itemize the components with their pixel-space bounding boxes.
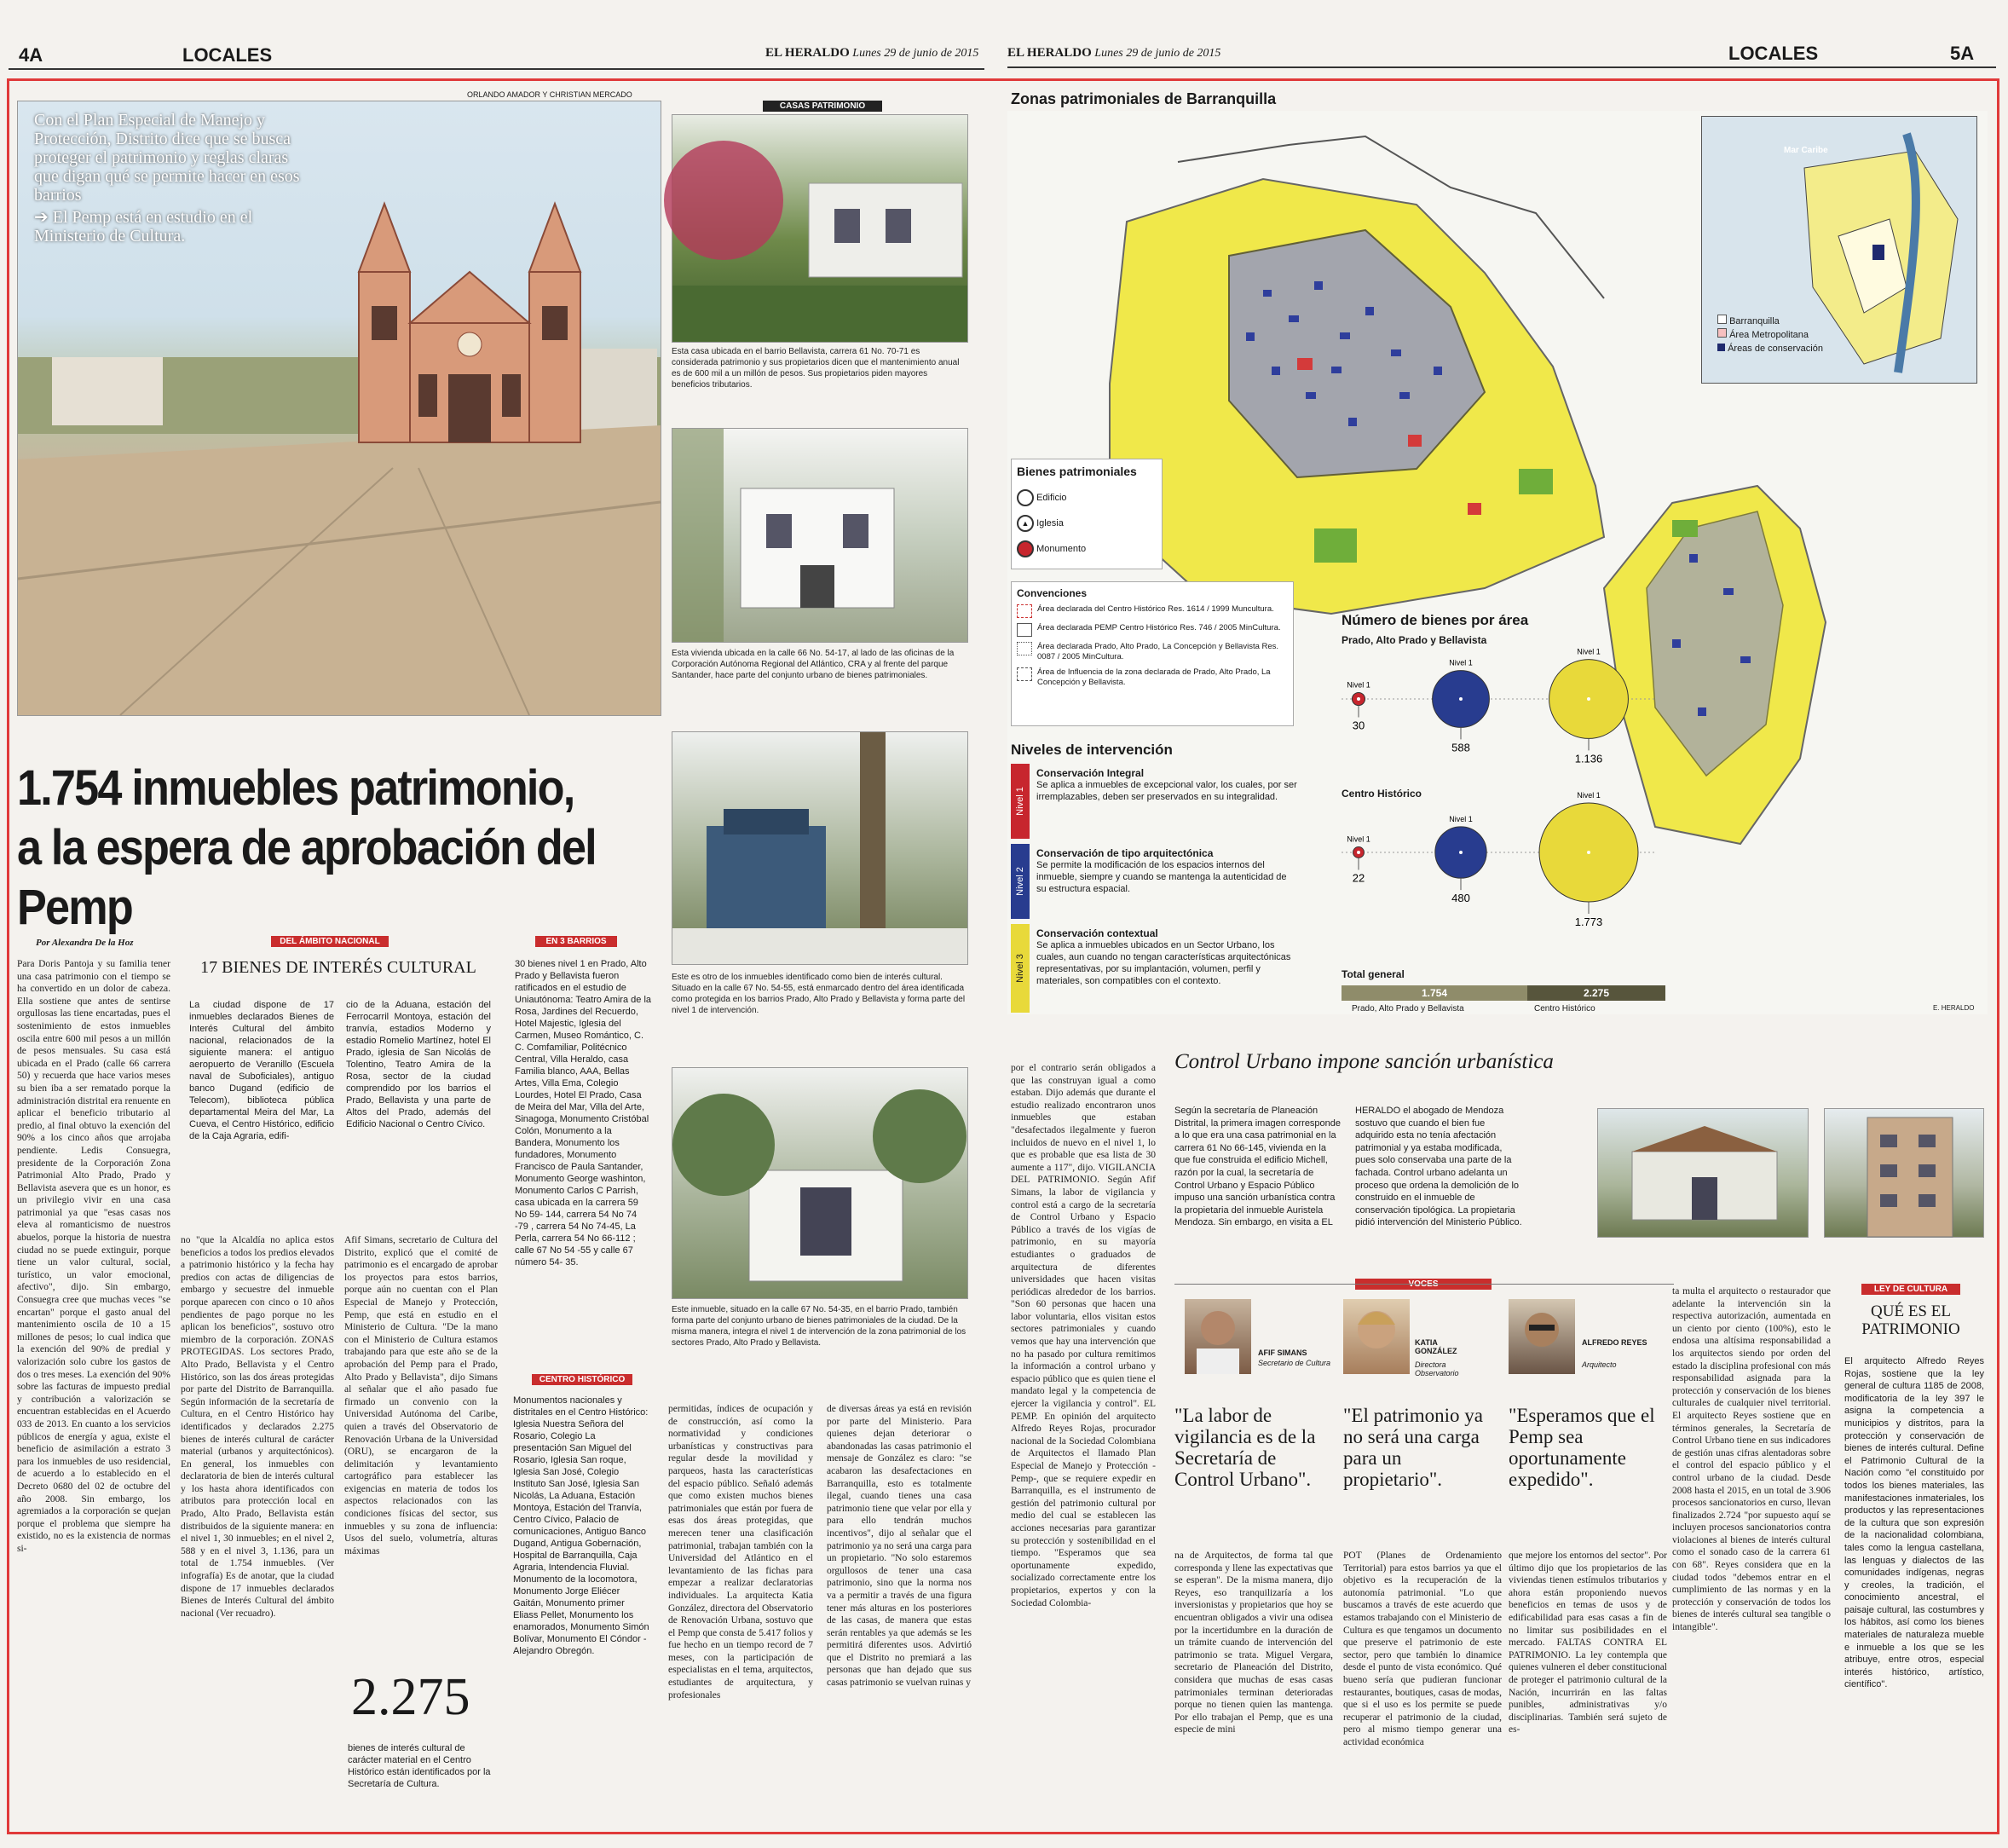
nacional-text-1: La ciudad dispone de 17 inmuebles declarados Bienes de Interés Cultural del ámbito nacional, relacionados de la siguiente manera: el antiguo aeropuerto de Veranillo (Escuela naval de Suboficiales), antiguo banco Dugand (edificio de Telecom), biblioteca pública departamental Meira del Mar, La Cueva, el Centro Histórico, edificio de la Caja Agraria, edifi-: [189, 1000, 334, 1141]
total-label: Total general: [1342, 968, 1405, 980]
bubble-value-label: 22: [1352, 871, 1365, 885]
body-column-2: no "que la Alcaldía no aplica estos beneficios a todos los predios elevados a patrimonio histórico y la fecha hay predios con actas de diligencias de embargo y secuestre del inmueble porque aparecen con cinco o 10 años pendientes de pago porque no les aplican los beneficios", sostuvo otro miembro de la corporación. ZONAS PROTEGIDAS. Los sectores Prado, Alto Prado, Bellavista y el Centro Histórico, son las dos áreas protegidas por parte del Distrito de Barranquilla. Según información de la secretaría de Cultura, en el Centro Histórico hay identificados y declarados 2.275 bienes de interés cultural de carácter material (urbanos y arquitectónicos). En general, los inmuebles con declaratoria de bien de interés cultural y los hasta ahora identificados con atributos para protección local en Prado, Alto Prado, Bellavista están distribuidos de la siguiente manera: en el nivel 1, 30 inmuebles; en el nivel 2, 588 y en el nivel 3, 1.136, para un total de 1.754 inmuebles. (Ver infografía) Es de anotar, que la ciudad dispone de 17 inmuebles declarados Bienes de Interés Cultural del ámbito nacional (Ver recuadro).: [181, 1235, 334, 1619]
photo-credit: ORLANDO AMADOR Y CHRISTIAN MERCADO: [467, 90, 632, 99]
centro-big-number: 2.275: [351, 1668, 470, 1726]
niveles-list: [1011, 764, 1304, 1013]
bubble-value-label: 1.773: [1574, 915, 1603, 928]
house-illustration: [672, 732, 967, 964]
casa-photo-1: [672, 114, 968, 343]
bubble-center-dot: [1587, 851, 1590, 854]
total-label-centro: Centro Histórico: [1534, 1004, 1595, 1014]
convenciones-title: Convenciones: [1017, 587, 1088, 599]
section-right: LOCALES: [1728, 43, 1819, 64]
body-column-1: Para Doris Pantoja y su familia tener una casa patrimonio con el tiempo se ha convertido en un dolor de cabeza. Ella sostiene que antes de sentirse orgullosas las tiene encartadas, pues el sostenimiento de estos inmuebles oscila entre 600 mil pesos a un millón de pesos mensuales. Su casa está ubicada en el Prado (calle 66 carrera 50) y recuerda que hace varios meses su bien iba a ser rematado porque la administración distrital era renuente en aplicar el beneficio tributario al predio, al final obtuvo la exención del 90% a los cinco años que arrojaba pendiente. Ledis Consuegra, presidente de la Corporación Zona Patrimonial Alto Prado, Prado y Bellavista asevera que es un honor, es un privilegio vivir en una casa patrimonial ya que "esas casas nos eleva al romanticismo de nuestros abuelos, porque la historia de nuestra ciudad no se puede extinguir, porque tiene un valor cultural, social, turístico, un valor emocional, afectivo", dijo. Sin embargo, Consuegra cree que muchas veces "se encartan" porque el gasto anual del mantenimiento oscila de 10 a 15 millones de pesos; lo cual indica que la exención del 90% de predial y valorización solo cubre los gastos de dos o tres meses. La exención del 90% sobre las facturas de impuesto predial y contribución a valorización se encuentran establecidas en el Acuerdo 033 de 2013. En cuanto a los servicios públicos de energía y agua, existe el beneficio de asimilación a estrato 3 para los inmuebles de uso residencial, de acuerdo a lo establecido en el Decreto 0680 del 02 de octubre del año 2008. Sin embargo, los agremiados a la corporación se quejan porque el problema que siempre ha existido, no es la existencia de normas si-: [17, 959, 170, 1554]
control-text-1: Según la secretaría de Planeación Distrital, la primera imagen corresponde a lo que era una casa patrimonial en la carrera 61 No 66-145, vivienda en la que fue construida el edificio Michell, razón por la cual, la secretaría de Control Urbano y Espacio Público impuso una sanción urbanística contra la propietaria del inmueble Auristela Mendoza. Sin embargo, en visita a EL: [1174, 1106, 1342, 1228]
barrios-label: EN 3 BARRIOS: [535, 936, 617, 947]
bubble-level-label: Nivel 1: [1577, 791, 1601, 800]
barrios-text: 30 bienes nivel 1 en Prado, Alto Prado y Bellavista fueron ratificados en el estudio de Uniautónoma: Teatro Amira de la Rosa, Jardines del Recuerdo, Hotel Majestic, Iglesia del Carmen, Museo Romántico, C. C. Comfamiliar, Politécnico Central, Villa Heraldo, casa Familia blanco, AAA, Bellas Artes, Villa Ema, Colegio Lourdes, Hotel El Prado, Casa de Meira del Mar, Villa del Arte, Sinagoga, Monumento Cristóbal Colón, Monumento a la Bandera, Monumento los fundadores, Monumento Francisco de Paula Santander, Monumento George washinton, Monumento Carlos C Parrish, casa ubicada en la carrera 59 No 59- 144, carrera 54 No 74 -79 , carrera 54 No 74-45, La Perla, carrera 54 No 66-112 ; calle 67 No 54 -55 y calle 67 número 54- 35.: [515, 959, 651, 1268]
inset-legend-item: Área Metropolitana: [1717, 328, 1823, 342]
total-bar-centro: 2.275: [1527, 985, 1665, 1001]
lead-kicker: [34, 111, 307, 245]
katia-gonzalez-role: Directora Observatorio: [1415, 1360, 1459, 1377]
casa-caption-2: Esta vivienda ubicada en la calle 66 No. 54-17, al lado de las oficinas de la Corporación Autónoma Regional del Atlántico, CRA y al frente del parque Santander, hace parte del conjunto urbano de bienes patrimoniales.: [672, 649, 955, 680]
body-column-3: Afif Simans, secretario de Cultura del Distrito, explicó que el comité de patrimonio es el encargado de aprobar los proyectos para estos barrios, porque aún no cuentan con el Plan Especial de Manejo y Protección, Pemp, que está en estudio en el Ministerio de Cultura. "De la mano con el Ministerio de Cultura estamos trabajando para que este año se de la aprobación del Pemp para el Prado, Alto Prado y Bellavista", dijo Simans al señalar que el año pasado fue firmado un convenio con la Universidad Autónoma del Caribe, quien a través del Observatorio de Renovación Urbana de la Universidad (ORU), se encargaron de la delimitación y levantamiento cartográfico para establecer las exigencias en materia de todos los aspectos relacionados con las condiciones físicas del sector, sus inmuebles y su zona de influencia: Usos del suelo, volumetría, alturas máximas: [344, 1235, 498, 1556]
house-illustration: [672, 429, 967, 642]
legend-iglesia: ▲ Iglesia: [1017, 511, 1157, 536]
arrow-icon: ➔: [34, 208, 53, 227]
bienes-legend-title: Bienes patrimoniales: [1017, 465, 1137, 478]
body-column-10: ta multa el arquitecto o restaurador que adelante la intervención sin la respectiva autorización, aumentada en un ciento por ciento (100%), esto le endosa una altísima responsabilidad a los arquitectos siendo por orden del estado la disciplina profesional con más responsabilidad asignada para la protección y conservación de los bienes culturales de cualquier nivel territorial. El arquitecto Reyes sostiene que en términos generales, la Secretaría de Control Urbano tiene en sus indicadores de gestión unas cifras alentadoras sobre el control del espacio público y el control urbano de la ciudad. Desde 2008 hasta el 2015, en un total de 3.906 procesos sancionatorios en curso, llevan finalizados 2.724 "por supuesto aquí se incluyen procesos sancionatorios contra violaciones al bienes de interés cultural como el sonado caso de la carrera 61 con 68". Reyes considera que en la ciudad todos "debemos entrar en el cumplimiento de las normas y en la protección y conservación de todos los bienes de interés cultural sea tangible o intangible".: [1672, 1286, 1831, 1633]
body-column-9: que mejore los entornos del sector". Por último dijo que los propietarios de las viviendas tienen estímulos tributarios y ahora están proponiendo nuevos beneficios en temas de usos y de edificabilidad para esas casas a fin de no limitar sus posibilidades en el mercado. FALTAS CONTRA EL PATRIMONIO. La ley contempla que quienes vulneren el deber constitucional de proteger el patrimonio cultural de la Nación, incurrirán en las faltas punibles, administrativas y/o disciplinarias. También será sujeto de es-: [1509, 1551, 1667, 1735]
inset-legend-item: Barranquilla: [1717, 315, 1823, 328]
afif-simans-role: Secretario de Cultura: [1258, 1359, 1331, 1367]
bubble-value-label: 30: [1352, 719, 1365, 732]
paper-name: EL HERALDO: [765, 46, 850, 60]
inset-legend: [1717, 315, 1823, 355]
bubble-level-label: Nivel 1: [1449, 658, 1473, 667]
legend-monumento: Monumento: [1017, 536, 1157, 562]
nacional-text-2: cio de la Aduana, estación del Ferrocarril Montoya, estación del tranvía, estadios Moderno y estadio Romelio Martínez, hotel El Prado, iglesia de San Nicolás de Tolentino, Teatro Amira de la Rosa, sector de la ciudad comprendido por los barrios el Prado, Bellavista y una parte de Altos del Prado, además del Edificio Nacional o Centro Cívico.: [346, 1000, 491, 1129]
katia-gonzalez-photo: [1343, 1299, 1410, 1374]
ley-label: LEY DE CULTURA: [1861, 1284, 1960, 1295]
headline: 1.754 inmuebles patrimonio, a la espera de aprobación del Pemp: [17, 760, 596, 935]
inset-legend-item: Áreas de conservación: [1717, 342, 1823, 355]
house-illustration: [672, 1068, 967, 1298]
bubble-level-label: Nivel 1: [1347, 680, 1370, 690]
body-column-8: POT (Planes de Ordenamiento Territorial) para estos barrios ya que el objetivo es la recuperación de la autonomía patrimonial. "Lo que buscamos a través de este acuerdo que estamos trabajando con el Ministerio de Cultura es que tengamos un documento que preserve el patrimonio de este sector, pero que también lo dinamice desde el punto de vista económico. Qué bueno sería que pudieran funcionar restaurantes, boutiques, casas de modas, que si el uso es los permite se puede recuperar el patrimonio de la ciudad, pero al mismo tiempo generar una actividad económica: [1343, 1551, 1502, 1747]
church-icon: ▲: [1017, 515, 1034, 532]
afif-simans-photo: [1185, 1299, 1251, 1374]
nacional-title: 17 BIENES DE INTERÉS CULTURAL: [200, 958, 476, 977]
casa-photo-2: [672, 428, 968, 643]
portrait-illustration: [1185, 1299, 1251, 1374]
conv-item: Área declarada Prado, Alto Prado, La Concepción y Bellavista Res. 0087 / 2005 MinCultura.: [1017, 642, 1288, 662]
bubble-center-dot: [1587, 697, 1590, 701]
bubble-value-label: 1.136: [1574, 752, 1603, 765]
monument-icon: [1017, 540, 1034, 557]
house-illustration: [1598, 1109, 1808, 1237]
conv-item: Área declarada del Centro Histórico Res. 1614 / 1999 Muncultura.: [1017, 604, 1288, 618]
afif-simans-name: AFIF SIMANS: [1258, 1348, 1307, 1357]
bubble-center-dot: [1459, 697, 1463, 701]
legend-edificio: Edificio: [1017, 485, 1157, 511]
body-column-4: permitidas, índices de ocupación y de construcción, así como la normatividad y condiciones urbanísticas y constructivas para regular desde la movilidad y parqueos, hasta las características del espacio público. Señaló además que como existen muchos bienes patrimoniales que están por fuera de esas dos áreas protegidas, que merecen tener una clasificación patrimonial, trabajan también con la Universidad del Atlántico en el levantamiento de las fichas para empezar a realizar declaratorias individuales. La arquitecta Katia González, directora del Observatorio de Renovación Urbana, sostuvo que el Pemp que consta de 5.417 folios y fue hecho en un tiempo record de 7 meses, con la participación de especialistas en el tema, arquitectos, estudiantes de arquitectura, y profesionales: [668, 1404, 813, 1701]
header-rule: [9, 68, 984, 70]
alfredo-reyes-quote: "Esperamos que el Pemp sea oportunamente expedido".: [1509, 1405, 1655, 1490]
byline: Por Alexandra De la Hoz: [36, 938, 134, 948]
casa-caption-4: Este inmueble, situado en la calle 67 No. 54-35, en el barrio Prado, también forma parte del conjunto urbano de bienes patrimoniales de la ciudad. De la misma manera, integra el nivel 1 de intervención de la zona patrimonial de los sectores Prado, Alto Prado y Bellavista.: [672, 1305, 966, 1348]
masthead-left: [765, 46, 978, 61]
ley-text: El arquitecto Alfredo Reyes Rojas, sostiene que la ley general de cultura 1185 de 2008, modificatoria de la ley 397 le asigna la competencia a municipios y distritos, para la protección y conservación de bienes de interés cultural. Define el Patrimonio Cultural de la Nación como "el constituido por todos los bienes materiales, las manifestaciones inmateriales, los productos y las representaciones de la cultura que son expresión de la nacionalidad colombiana, tales como la lengua castellana, las lenguas y dialectos de las comunidades indígenas, negras y creoles, la tradición, el conocimiento ancestral, el paisaje cultural, las costumbres y los hábitos, así como los bienes materiales de naturaleza mueble e inmueble a los que se les atribuye, entre otros, especial interés histórico, artístico, científico".: [1844, 1356, 1984, 1690]
bubble-center-dot: [1357, 697, 1360, 701]
kicker-text: Con el Plan Especial de Manejo y Protección, Distrito dice que se busca proteger el patrimonio y reglas claras que digan qué se permite hacer en esos barrios: [34, 111, 300, 205]
alfredo-reyes-role: Arquitecto: [1582, 1360, 1617, 1369]
paper-name: EL HERALDO: [1007, 46, 1092, 60]
katia-gonzalez-quote: "El patrimonio ya no será una carga para un propietario".: [1343, 1405, 1483, 1490]
body-column-5: de diversas áreas ya está en revisión por parte del Ministerio. Para quienes dejan deteriorar o abandonadas las casas patrimonio el mensaje de González es claro: "se acabaron las desafectaciones en Barranquilla, esto es totalmente ilegal, cuando tienes una casa patrimonio tiene que velar por ella y para ello tendrán muchos incentivos", dijo al señalar que el patrimonio ya no será una carga para un propietario. "No solo estaremos orgullosos de tener una casa patrimonio, sino que la norma nos va a permitir a través de una figura tener más alturas en los posteriores de las casas, de manera que estas serán rentables ya que además se les permitirá diferentes usos. Advirtió que el Distrito no premiará a las personas que han dejado que sus casas patrimonio se vuelvan ruinas y: [827, 1404, 972, 1689]
portrait-illustration: [1343, 1299, 1410, 1374]
katia-gonzalez-name: KATIA GONZÁLEZ: [1415, 1338, 1457, 1355]
bubble-level-label: Nivel 1: [1347, 834, 1370, 844]
page-number-right: 5A: [1950, 43, 1975, 64]
alfredo-reyes-photo: [1509, 1299, 1575, 1374]
casa-photo-3: [672, 731, 968, 965]
nacional-label: DEL ÁMBITO NACIONAL: [271, 936, 389, 947]
body-column-6: por el contrario serán obligados a que las construyan igual a como estaban. Dijo además que durante el estudio realizado encontraron unos inmuebles que estaban "desafectados ilegalmente y fueron incluidos de nuevo en el nivel 1, lo que es probable que esa lista de 30 aumente a 117", dijo. VIGILANCIA DEL PATRIMONIO. Según Afif Simans, la labor de vigilancia y control está a cargo de la secretaría de Control Urbano y Espacio Público a través de los vigías de patrimonio, en su mayoría estudiantes o graduados de arquitectura de diferentes universidades que hacen visitas periódicas alrededor de los barrios. "Son 60 personas que hacen una labor voluntaria, ellos visitan estos sectores patrimoniales y cuando vemos que hay una intervención que no ha pasado por cultura remitimos la información a control urbano y espacio público que es quien tiene el mandato legal y la competencia de ejercer la vigilancia y control". EL PEMP. En opinión del arquitecto Alfredo Reyes Rojas, procurador nacional de la Sociedad Colombiana de Arquitectos el llamado Plan Especial de Manejo y Protección -Pemp-, que se requiere expedir en Barranquilla, es el instrumento de gestión del patrimonio cultural por medio del cual se establecen las acciones necesarias para garantizar su protección y sostenibilidad en el tiempo. "Esperamos que sea oportunamente expedido, socializado correctamente entre los propietarios, expertos y con la Sociedad Colombia-: [1011, 1063, 1156, 1608]
bubble-level-label: Nivel 1: [1577, 647, 1601, 656]
house-illustration: [672, 115, 967, 342]
centro-text: Monumentos nacionales y distritales en el Centro Histórico: Iglesia Nuestra Señora del Rosario, Colegio La presentación San Miguel del Rosario, Iglesia San roque, Iglesia San José, Colegio Instituto San José, Iglesia San Nicolás, La Aduana, Estación Montoya, Estación del Tranvía, Centro Cívico, Palacio de comunicaciones, Antiguo Banco Dugand, Antigua Gobernación, Hospital de Barranquilla, Caja Agraria, Intendencia Fluvial. Monumento de la locomotora, Monumento Jorge Eliécer Gaitán, Monumento primer Eliass Pellet, Monumento los enamorados, Monumento Simón Bolívar, Monumento El Cóndor - Alejandro Obregón.: [513, 1395, 649, 1656]
kicker-text-2: ➔ El Pemp está en estudio en el Ministerio de Cultura.: [34, 208, 253, 245]
bubble-value-label: 480: [1451, 892, 1470, 905]
inset-map: [1701, 116, 1977, 384]
control-photo-1: [1597, 1108, 1809, 1238]
total-bar: [1342, 985, 1665, 1001]
inset-sea-label: Mar Caribe: [1784, 146, 1828, 155]
map-title: Zonas patrimoniales de Barranquilla: [1011, 90, 1277, 107]
page-number-left: 4A: [19, 44, 43, 66]
conv-item: Área declarada PEMP Centro Histórico Res. 746 / 2005 MinCultura.: [1017, 623, 1288, 637]
conv-item: Área de Influencia de la zona declarada de Prado, Alto Prado, La Concepción y Bellavista.: [1017, 667, 1288, 688]
section-left: LOCALES: [182, 44, 273, 66]
alfredo-reyes-name: ALFREDO REYES: [1582, 1338, 1647, 1347]
casa-caption-1: Esta casa ubicada en el barrio Bellavista, carrera 61 No. 70-71 es considerada patrimonio y sus propietarios dicen que el mantenimiento anual es de 600 mil a un millón de pesos. Sus propietarios piden mayores beneficios tributarios.: [672, 347, 960, 390]
total-label-prado: Prado, Alto Prado y Bellavista: [1352, 1004, 1464, 1014]
building-icon: [1017, 489, 1034, 506]
nivel-item-3: Nivel 3 Conservación contextual Se aplica a inmuebles ubicados en un Sector Urbano, los cuales, aun cuando no tengan características arquitectónicas representativas, por su implantación, volumen, perfil y materiales, son compatibles con el contexto.: [1011, 924, 1304, 1013]
chart-group-1-label: Prado, Alto Prado y Bellavista: [1342, 634, 1487, 646]
bienes-legend: [1011, 459, 1163, 569]
chart-group-2-label: Centro Histórico: [1342, 788, 1422, 800]
header-rule: [1007, 66, 1996, 68]
map-credit: E. HERALDO: [1933, 1004, 1975, 1012]
bubble-level-label: Nivel 1: [1449, 814, 1473, 823]
bubble-center-dot: [1357, 851, 1360, 854]
voces-rule: [1174, 1284, 1674, 1285]
chart-title: Número de bienes por área: [1342, 612, 1529, 628]
casa-caption-3: Este es otro de los inmuebles identificado como bien de interés cultural. Situado en la calle 67 No. 54-55, está enmarcado dentro del área identificada como protegida en los barrios Prado, Alto Prado y Bellavista y forma parte del nivel 1 de intervención.: [672, 973, 966, 1015]
niveles-title: Niveles de intervención: [1011, 742, 1173, 758]
ley-title: QUÉ ES EL PATRIMONIO: [1861, 1302, 1960, 1338]
casa-photo-4: [672, 1067, 968, 1299]
body-column-7: na de Arquitectos, de forma tal que corresponda y llene las expectativas que se esperan". De la misma manera, dijo Reyes, eso tranquilizaría a los inversionistas y propietarios que hoy se encuentran obligados a vivir una odisea por la incertidumbre en la duración de un trámite cuando de intervención del patrimonio se trata. Miguel Vergara, secretario de Planeación del Distrito, considera que muchas de esas casas patrimoniales terminan deterioradas porque no tienen quien las mantenga. Por ello trabajan el Pemp, que es una especie de mini: [1174, 1551, 1333, 1735]
paper-date: Lunes 29 de junio de 2015: [1094, 47, 1221, 60]
afif-simans-quote: "La labor de vigilancia es de la Secretaría de Control Urbano".: [1174, 1405, 1316, 1490]
bubble-chart: [1342, 648, 1665, 955]
centro-label: CENTRO HISTÓRICO: [532, 1374, 632, 1385]
centro-big-caption: bienes de interés cultural de carácter material en el Centro Histórico están identificados por la Secretaría de Cultura.: [348, 1743, 491, 1789]
paper-date: Lunes 29 de junio de 2015: [852, 47, 979, 60]
portrait-illustration: [1509, 1299, 1575, 1374]
masthead-right: [1007, 46, 1220, 61]
control-text-2: HERALDO el abogado de Mendoza sostuvo que cuando el bien fue adquirido esta no tenía afectación patrimonial y ya estaba modificada, pues solo conservaba una parte de la fachada. Control urbano adelanta un proceso que ordena la demolición de lo construido en el inmueble de conservación tipológica. La propietaria pidió intervención del Ministerio Público.: [1355, 1106, 1522, 1228]
casas-label: CASAS PATRIMONIO: [763, 101, 882, 112]
convenciones-legend: [1011, 581, 1294, 726]
total-bar-prado: 1.754: [1342, 985, 1527, 1001]
nivel-item-1: Nivel 1 Conservación Integral Se aplica a inmuebles de excepcional valor, los cuales, por ser irremplazables, deben ser preservados en su integralidad.: [1011, 764, 1304, 839]
control-title: Control Urbano impone sanción urbanística: [1174, 1050, 1554, 1073]
control-photo-2: [1824, 1108, 1984, 1238]
bubble-value-label: 588: [1451, 741, 1470, 754]
nivel-item-2: Nivel 2 Conservación de tipo arquitectónica Se permite la modificación de los espacios internos del inmueble, siempre y cuando se mantenga la autenticidad de su estructura espacial.: [1011, 844, 1304, 919]
building-illustration: [1825, 1109, 1983, 1237]
bubble-center-dot: [1459, 851, 1463, 854]
